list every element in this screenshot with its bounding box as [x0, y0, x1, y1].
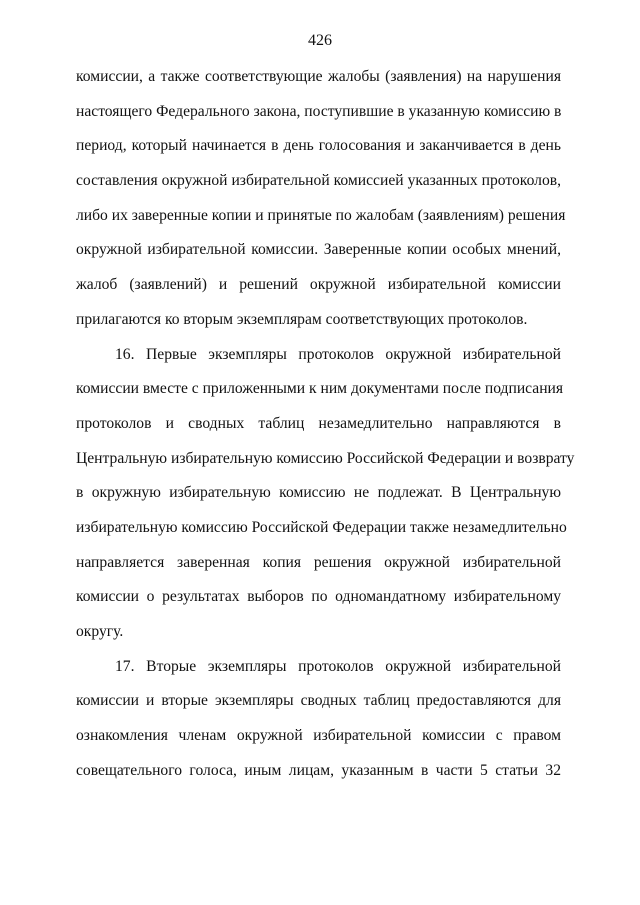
text-line: направляется заверенная копия решения окружной избирательной — [76, 553, 561, 571]
paragraph — [76, 650, 561, 789]
text-line: совещательного голоса, иным лицам, указанным в части 5 статьи 32 — [76, 761, 561, 779]
text-line: либо их заверенные копии и принятые по жалобам (заявлениям) решения — [76, 206, 566, 224]
text-line: комиссии и вторые экземпляры сводных таблиц предоставляются для — [76, 692, 561, 710]
text-line: настоящего Федерального закона, поступившие в указанную комиссию в — [76, 102, 562, 120]
page-number: 426 — [308, 32, 332, 49]
text-line: округу. — [76, 623, 124, 640]
text-line: составления окружной избирательной комиссией указанных протоколов, — [76, 172, 561, 190]
text-line: избирательную комиссию Российской Федерации также незамедлительно — [76, 518, 567, 536]
paragraph — [76, 60, 566, 338]
text-line: период, который начинается в день голосования и заканчивается в день — [76, 137, 561, 155]
text-line: ознакомления членам окружной избирательной комиссии с правом — [76, 727, 561, 745]
text-line: прилагаются ко вторым экземплярам соответствующих протоколов. — [76, 310, 528, 328]
text-line: комиссии о результатах выборов по одномандатному избирательному — [76, 588, 561, 606]
text-line: Центральную избирательную комиссию Российской Федерации и возврату — [76, 449, 575, 467]
text-line: 17. Вторые экземпляры протоколов окружной избирательной — [115, 657, 561, 675]
text-line: окружной избирательной комиссии. Заверенные копии особых мнений, — [76, 241, 561, 259]
document-body — [76, 60, 575, 788]
text-line: комиссии вместе с приложенными к ним документами после подписания — [76, 380, 564, 398]
text-line: в окружную избирательную комиссию не подлежат. В Центральную — [76, 484, 561, 502]
text-line: жалоб (заявлений) и решений окружной избирательной комиссии — [76, 276, 561, 294]
text-line: протоколов и сводных таблиц незамедлительно направляются в — [76, 414, 561, 432]
paragraph — [76, 338, 575, 650]
text-line: комиссии, а также соответствующие жалобы (заявления) на нарушения — [76, 68, 561, 85]
text-line: 16. Первые экземпляры протоколов окружной избирательной — [115, 345, 561, 363]
